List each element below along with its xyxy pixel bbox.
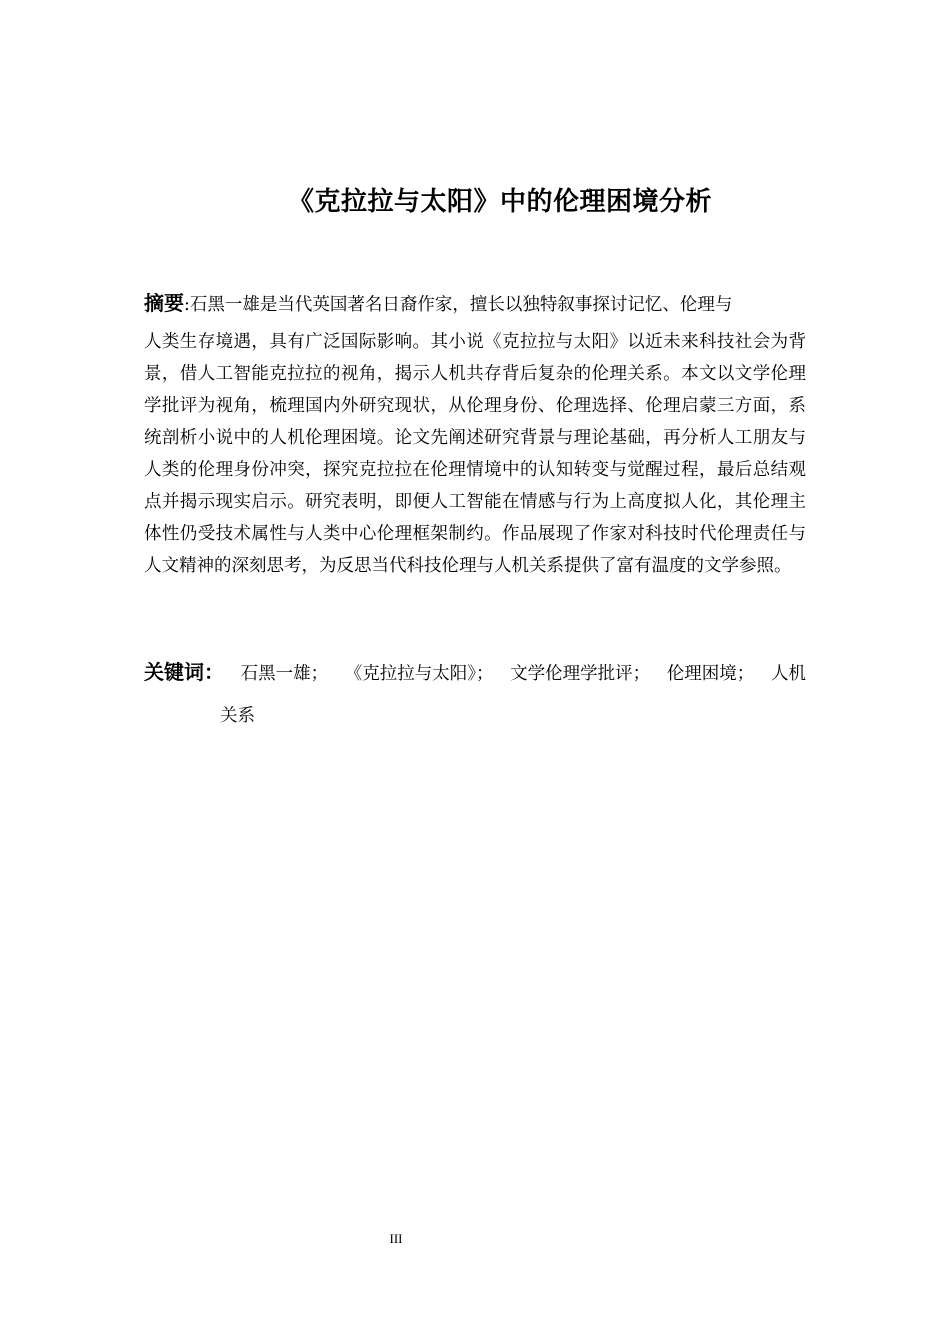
abstract-first-line (144, 286, 806, 326)
keyword-item: 人机 (770, 664, 806, 684)
keywords-section (144, 652, 806, 732)
abstract-body: 人类生存境遇，具有广泛国际影响。其小说《克拉拉与太阳》以近未来科技社会为背景，借人工智能克拉拉的视角，揭示人机共存背后复杂的伦理关系。本文以文学伦理学批评为视角，梳理国内外研究现状，从伦理身份、伦理选择、伦理启蒙三方面，系统剖析小说中的人机伦理困境。论文先阐述研究背景与理论基础，再分析人工朋友与人类的伦理身份冲突，探究克拉拉在伦理情境中的认知转变与觉醒过程，最后总结观点并揭示现实启示。研究表明，即便人工智能在情感与行为上高度拟人化，其伦理主体性仍受技术属性与人类中心伦理框架制约。作品展现了作家对科技时代伦理责任与人文精神的深刻思考，为反思当代科技伦理与人机关系提供了富有温度的文学参照。 (144, 332, 806, 576)
keyword-item: 伦理困境； (666, 664, 755, 684)
abstract-first-line-text: 石黑一雄是当代英国著名日裔作家，擅长以独特叙事探讨记忆、伦理与 (189, 295, 733, 315)
document-title: 《克拉拉与太阳》中的伦理困境分析 (287, 187, 712, 217)
abstract-label: 摘要 (144, 291, 184, 315)
keyword-item: 石黑一雄； (240, 664, 329, 684)
keywords-line (144, 652, 806, 694)
keyword-item: 《克拉拉与太阳》； (344, 664, 494, 684)
abstract-section (144, 286, 806, 582)
page-number: III (389, 1231, 403, 1246)
keywords-continuation: 关系 (220, 706, 255, 726)
keywords-label: 关键词： (144, 660, 224, 684)
abstract-separator: : (184, 295, 190, 315)
keyword-item: 文学伦理学批评； (510, 664, 651, 684)
